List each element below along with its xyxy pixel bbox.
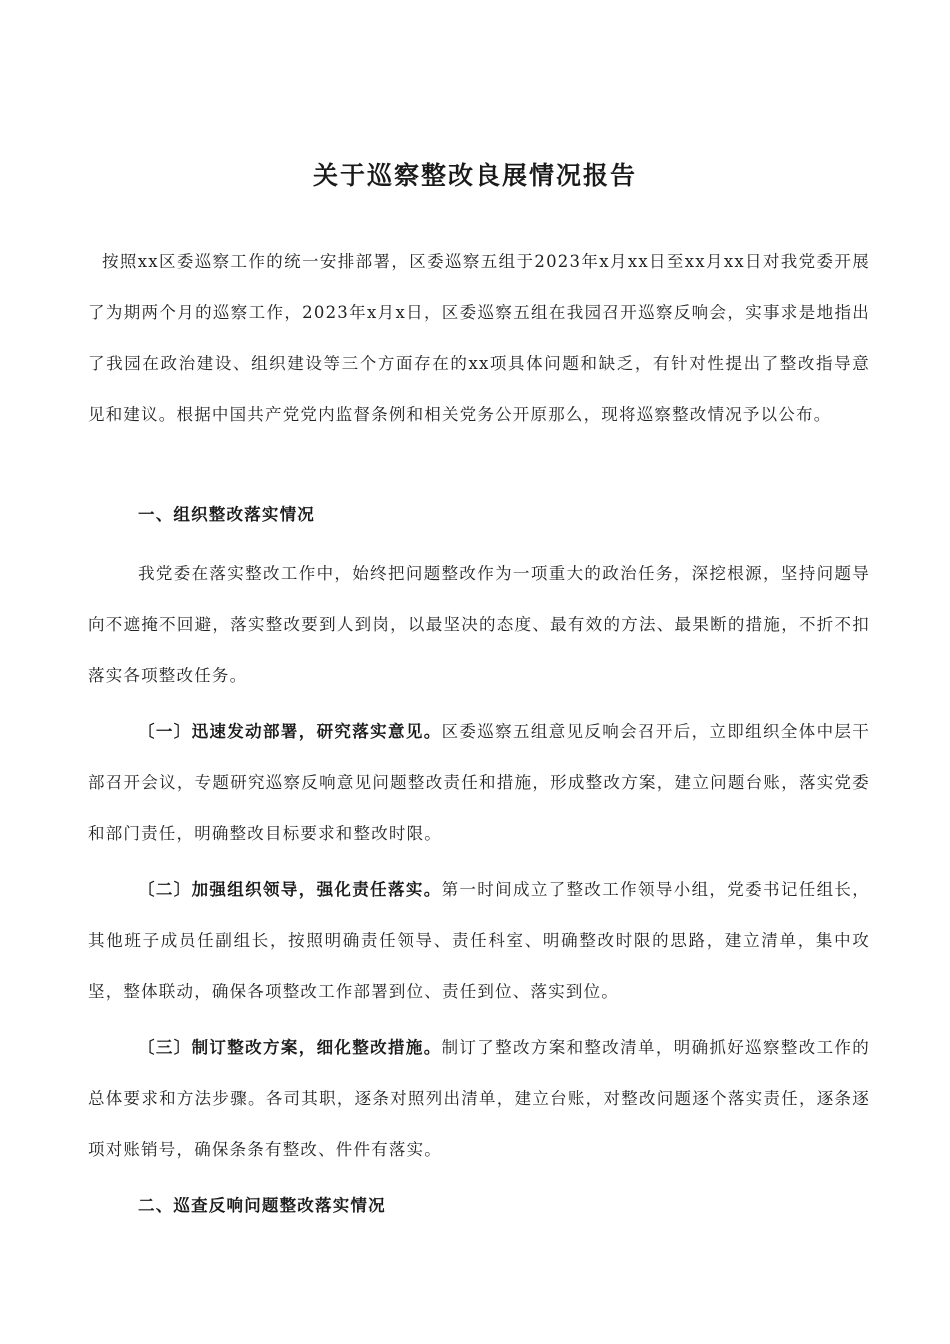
- section-1-item-3: [88, 1022, 870, 1175]
- item-3-lead: 〔三〕制订整改方案，细化整改措施。: [138, 1038, 442, 1057]
- item-3-text: 制订了整改方案和整改清单，明确抓好巡察整改工作的总体要求和方法步骤。各司其职，逐条对照列出清单，建立台账，对整改问题逐个落实责任，逐条逐项对账销号，确保条条有整改、件件有落实。: [88, 1038, 870, 1159]
- section-1-body: 我党委在落实整改工作中，始终把问题整改作为一项重大的政治任务，深挖根源，坚持问题导向不遮掩不回避，落实整改要到人到岗，以最坚决的态度、最有效的方法、最果断的措施，不折不扣落实各项整改任务。: [88, 564, 870, 685]
- item-2-text: 第一时间成立了整改工作领导小组，党委书记任组长，其他班子成员任副组长，按照明确责任领导、责任科室、明确整改时限的思路，建立清单，集中攻坚，整体联动，确保各项整改工作部署到位、责任到位、落实到位。: [88, 880, 870, 1001]
- document-title: 关于巡察整改良展情况报告: [312, 161, 637, 190]
- intro-paragraph: 按照xx区委巡察工作的统一安排部署，区委巡察五组于2023年x月xx日至xx月xx日对我党委开展了为期两个月的巡察工作，2023年x月x日，区委巡察五组在我园召开巡察反响会，实事求是地指出了我园在政治建设、组织建设等三个方面存在的xx项具体问题和缺乏，有针对性提出了整改指导意见和建议。根据中国共产党党内监督条例和相关党务公开原那么，现将巡察整改情况予以公布。: [88, 252, 870, 424]
- section-1-item-2: [88, 864, 870, 1017]
- section-2-heading: 二、巡查反响问题整改落实情况: [138, 1196, 386, 1215]
- section-1-item-1: [88, 706, 870, 859]
- item-1-text: 区委巡察五组意见反响会召开后，立即组织全体中层干部召开会议，专题研究巡察反响意见问题整改责任和措施，形成整改方案，建立问题台账，落实党委和部门责任，明确整改目标要求和整改时限。: [88, 722, 870, 843]
- item-2-lead: 〔二〕加强组织领导，强化责任落实。: [138, 880, 442, 899]
- item-1-lead: 〔一〕迅速发动部署，研究落实意见。: [138, 722, 442, 741]
- section-1-heading: 一、组织整改落实情况: [138, 505, 315, 524]
